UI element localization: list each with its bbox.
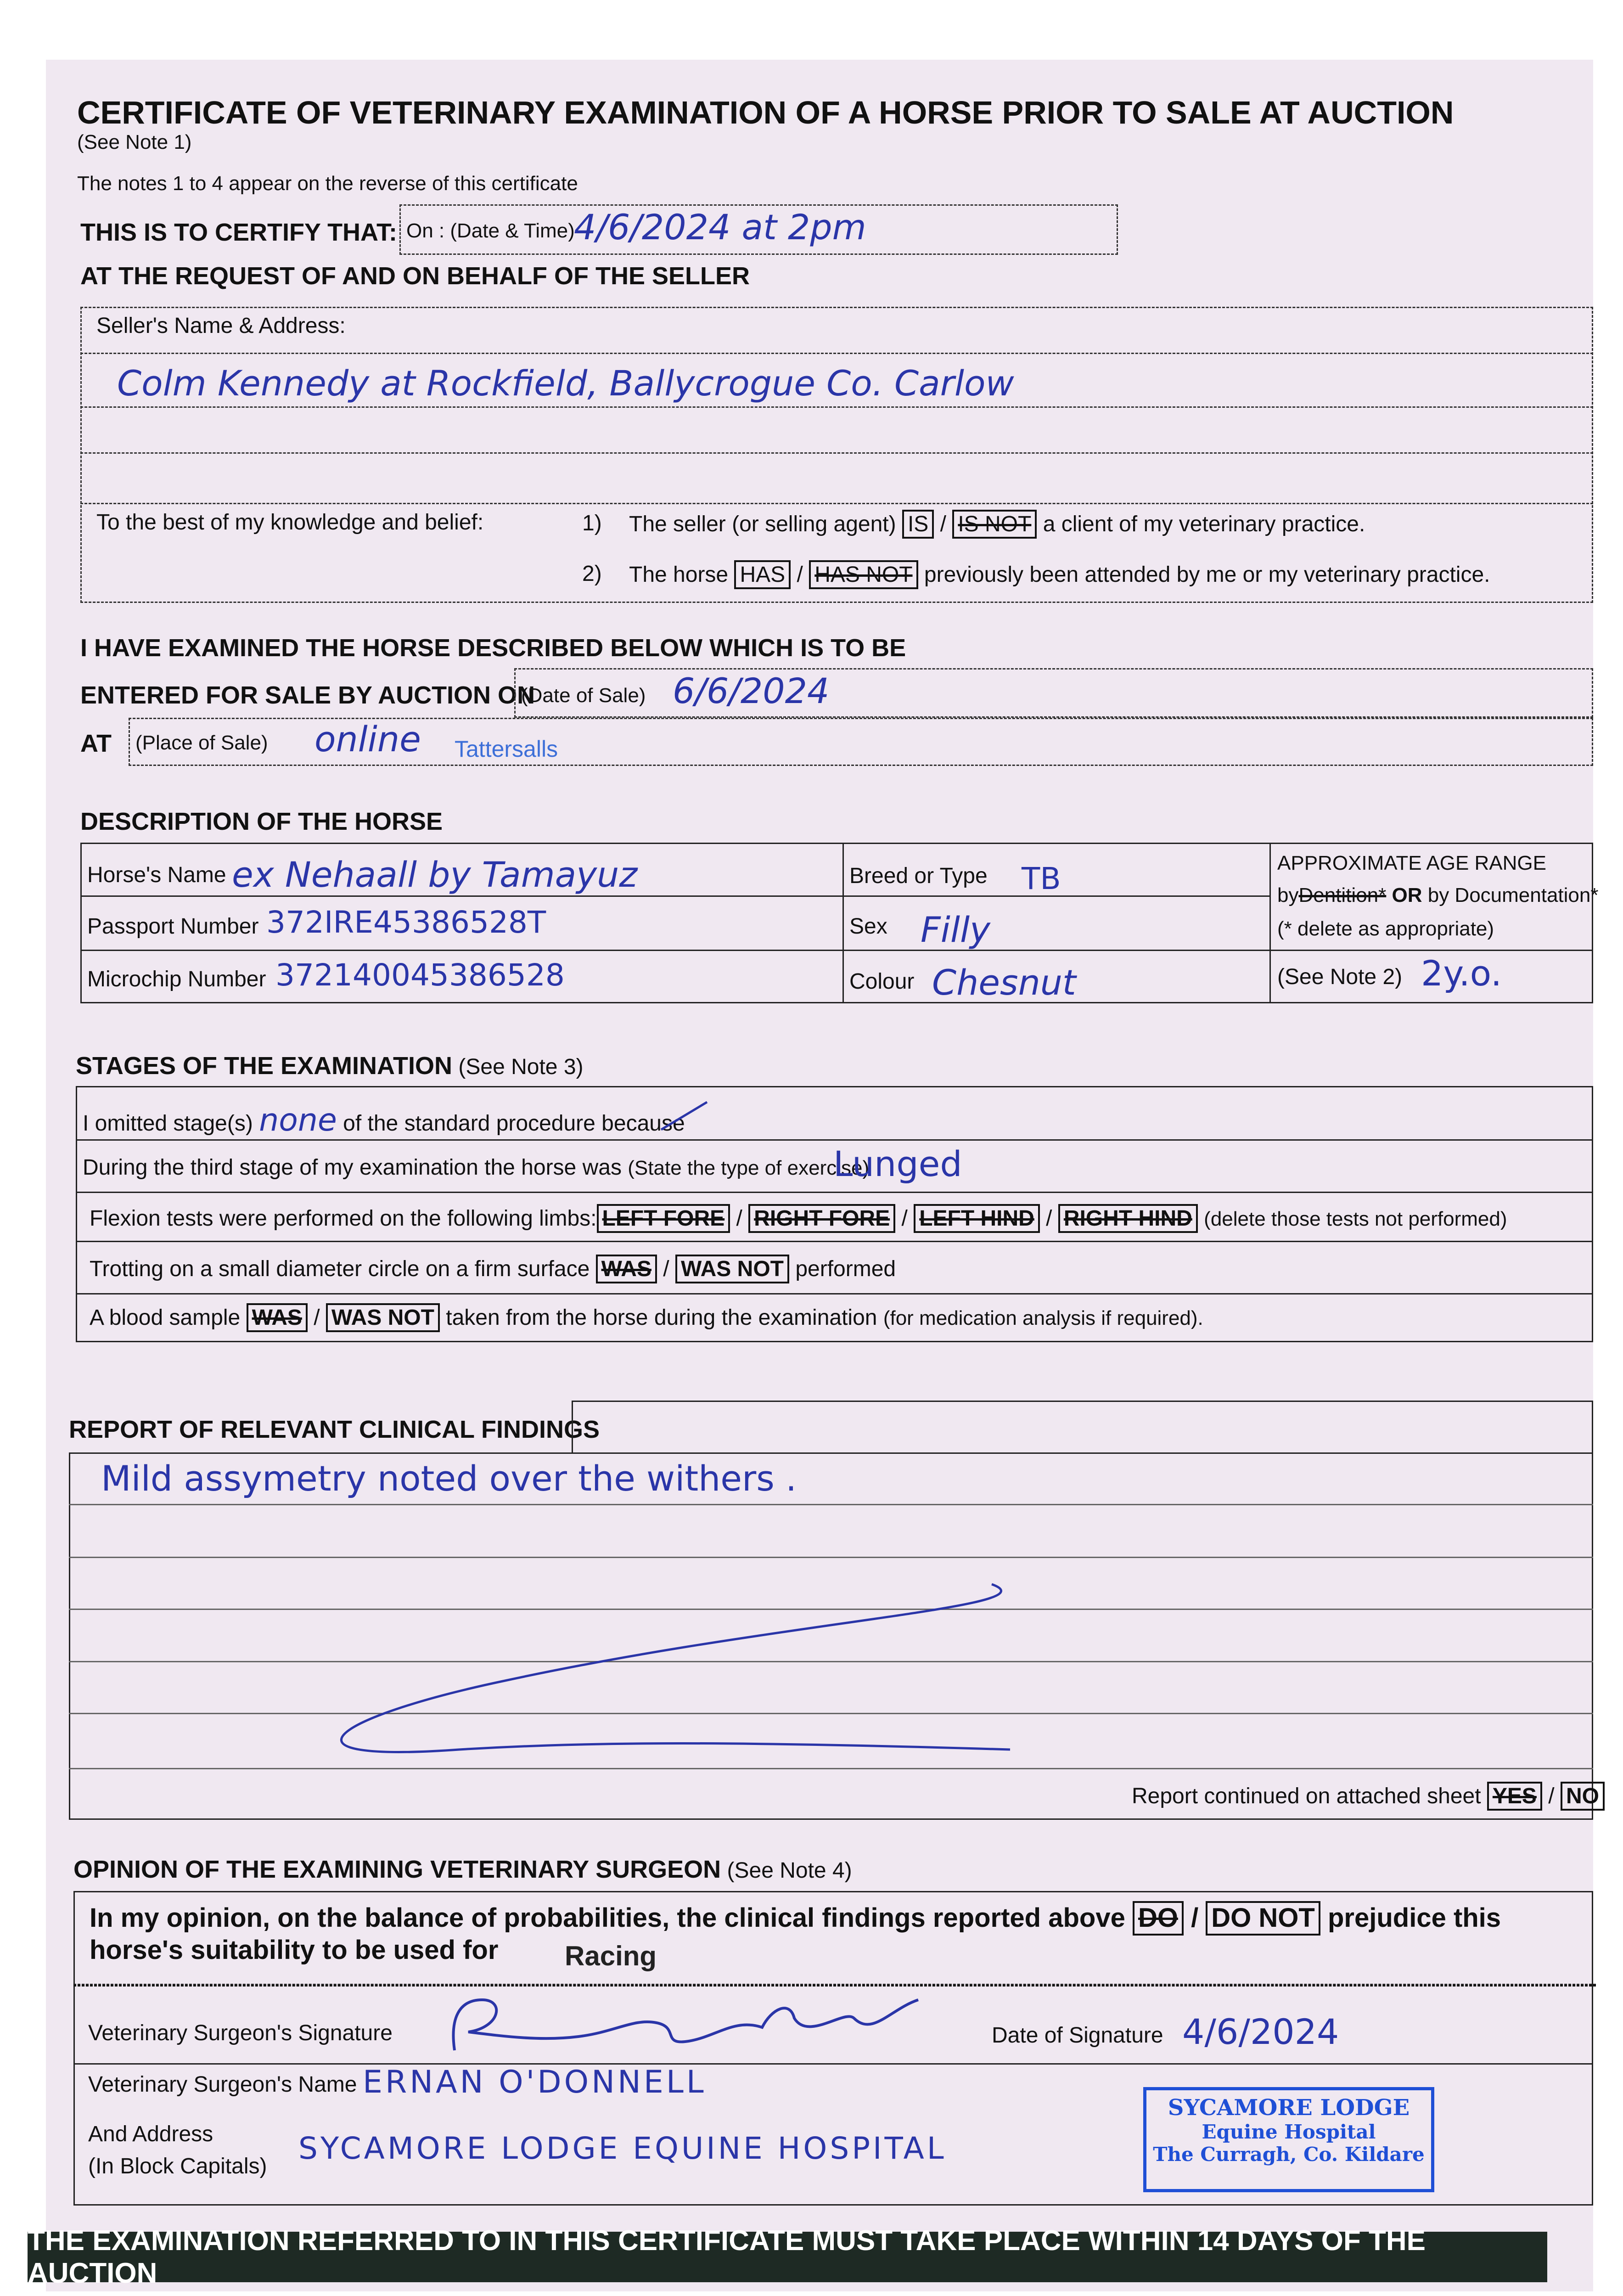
- third-stage-value[interactable]: Lunged: [833, 1143, 962, 1184]
- footer-banner: THE EXAMINATION REFERRED TO IN THIS CERTIFICATE MUST TAKE PLACE WITHIN 14 DAYS OF THE AUCTION: [28, 2232, 1547, 2282]
- left-hind-option[interactable]: LEFT HIND: [914, 1204, 1040, 1233]
- see-note-1: (See Note 1): [77, 131, 192, 153]
- seller-client-row: The seller (or selling agent) IS / IS NOT a client of my veterinary practice.: [629, 510, 1365, 539]
- blood-was-not-option[interactable]: WAS NOT: [326, 1303, 440, 1332]
- breed-label: Breed or Type: [849, 864, 988, 888]
- vet-name-label: Veterinary Surgeon's Name: [88, 2072, 357, 2097]
- at-label: AT: [80, 730, 112, 757]
- seller-label: Seller's Name & Address:: [96, 314, 346, 338]
- item1-num: 1): [582, 511, 602, 535]
- flexion-row: Flexion tests were performed on the following limbs: LEFT FORE / RIGHT FORE / LEFT HIND / RIGHT HIND (delete those tests not performed): [90, 1204, 1507, 1233]
- seller-line: [80, 406, 1593, 408]
- trot-was-not-option[interactable]: WAS NOT: [675, 1255, 789, 1283]
- age-method: byDentition* OR by Documentation*: [1277, 884, 1599, 906]
- sale-place-typed: Tattersalls: [455, 736, 558, 762]
- colour-value[interactable]: Chesnut: [932, 962, 1076, 1003]
- certify-label: THIS IS TO CERTIFY THAT:: [80, 219, 398, 246]
- sale-date-value: 6/6/2024: [673, 670, 830, 711]
- on-date-label: On : (Date & Time): [406, 219, 575, 242]
- report-cancel-stroke: [275, 1552, 1056, 1763]
- sex-value[interactable]: Filly: [921, 909, 991, 950]
- age-value[interactable]: 2y.o.: [1421, 953, 1502, 994]
- documentation-option[interactable]: by Documentation*: [1427, 884, 1599, 906]
- use-value[interactable]: Racing: [565, 1941, 657, 1971]
- stages-heading: STAGES OF THE EXAMINATION (See Note 3): [76, 1052, 584, 1080]
- omitted-value[interactable]: none: [259, 1102, 337, 1138]
- vet-address-value[interactable]: SYCAMORE LODGE EQUINE HOSPITAL: [298, 2131, 947, 2166]
- seller-value[interactable]: Colm Kennedy at Rockfield, Ballycrogue Co. Carlow: [117, 363, 1014, 404]
- omitted-row: I omitted stage(s) none of the standard procedure because: [83, 1102, 685, 1138]
- age-see-note: (See Note 2): [1277, 965, 1403, 989]
- certificate-title: CERTIFICATE OF VETERINARY EXAMINATION OF A HORSE PRIOR TO SALE AT AUCTION: [77, 95, 1454, 130]
- dentition-option[interactable]: Dentition*: [1298, 884, 1387, 906]
- horse-attended-row: The horse HAS / HAS NOT previously been attended by me or my veterinary practice.: [629, 560, 1490, 589]
- do-not-option[interactable]: DO NOT: [1206, 1901, 1320, 1936]
- third-stage-row: During the third stage of my examination the horse was (State the type of exercise): [83, 1155, 870, 1180]
- sex-label: Sex: [849, 914, 887, 939]
- breed-value[interactable]: TB: [1022, 861, 1061, 896]
- description-heading: DESCRIPTION OF THE HORSE: [80, 808, 443, 835]
- has-option[interactable]: HAS: [734, 560, 791, 589]
- microchip-value[interactable]: 372140045386528: [275, 957, 565, 993]
- passport-label: Passport Number: [87, 914, 259, 939]
- right-hind-option[interactable]: RIGHT HIND: [1058, 1204, 1198, 1233]
- examined-line1: I HAVE EXAMINED THE HORSE DESCRIBED BELOW WHICH IS TO BE: [80, 634, 906, 662]
- address-label-2: (In Block Capitals): [88, 2154, 267, 2178]
- sale-place-label: (Place of Sale): [135, 732, 268, 754]
- continued-yes-option[interactable]: YES: [1487, 1782, 1542, 1811]
- report-heading-box: [572, 1401, 1593, 1453]
- left-fore-option[interactable]: LEFT FORE: [597, 1204, 730, 1233]
- report-continued-row: Report continued on attached sheet YES / NO: [1132, 1782, 1605, 1811]
- has-not-option[interactable]: HAS NOT: [809, 560, 918, 589]
- passport-value[interactable]: 372IRE45386528T: [266, 905, 546, 940]
- age-delete-note: (* delete as appropriate): [1277, 917, 1494, 940]
- hospital-stamp: SYCAMORE LODGE Equine Hospital The Curragh, Co. Kildare: [1143, 2087, 1434, 2192]
- colour-label: Colour: [849, 969, 915, 994]
- notes-line: The notes 1 to 4 appear on the reverse of this certificate: [77, 172, 578, 195]
- vet-signature[interactable]: [441, 1991, 946, 2060]
- knowledge-label: To the best of my knowledge and belief:: [96, 510, 484, 535]
- address-label: And Address: [88, 2122, 213, 2146]
- report-line-1: Mild assymetry noted over the withers .: [101, 1458, 797, 1499]
- date-of-signature-value[interactable]: 4/6/2024: [1182, 2011, 1339, 2052]
- opinion-statement: In my opinion, on the balance of probabilities, the clinical findings reported above DO / DO NOT prejudice this: [90, 1901, 1501, 1936]
- horse-name-value[interactable]: ex Nehaall by Tamayuz: [232, 854, 638, 895]
- seller-divider: [80, 353, 1593, 354]
- signature-label: Veterinary Surgeon's Signature: [88, 2021, 393, 2045]
- opinion-statement-2: horse's suitability to be used for: [90, 1935, 499, 1965]
- trotting-row: Trotting on a small diameter circle on a firm surface WAS / WAS NOT performed: [90, 1255, 896, 1283]
- continued-no-option[interactable]: NO: [1561, 1782, 1605, 1811]
- sale-place-value: online: [314, 719, 421, 760]
- opinion-heading: OPINION OF THE EXAMINING VETERINARY SURGEON (See Note 4): [73, 1856, 852, 1883]
- blood-row: A blood sample WAS / WAS NOT taken from the horse during the examination (for medication analysis if required).: [90, 1303, 1203, 1332]
- examined-line2: ENTERED FOR SALE BY AUCTION ON: [80, 681, 535, 709]
- omit-reason-stroke: [657, 1097, 712, 1134]
- report-heading: REPORT OF RELEVANT CLINICAL FINDINGS: [69, 1416, 600, 1443]
- vet-name-value[interactable]: ERNAN O'DONNELL: [363, 2064, 707, 2100]
- seller-line: [80, 503, 1593, 504]
- seller-line: [80, 452, 1593, 454]
- microchip-label: Microchip Number: [87, 967, 266, 991]
- trot-was-option[interactable]: WAS: [596, 1255, 657, 1283]
- is-not-option[interactable]: IS NOT: [952, 510, 1037, 539]
- do-option[interactable]: DO: [1133, 1901, 1184, 1936]
- date-of-signature-label: Date of Signature: [992, 2023, 1163, 2048]
- blood-was-option[interactable]: WAS: [247, 1303, 308, 1332]
- item2-num: 2): [582, 562, 602, 586]
- on-date-value: 4/6/2024 at 2pm: [574, 207, 866, 248]
- right-fore-option[interactable]: RIGHT FORE: [748, 1204, 895, 1233]
- seller-box: [80, 307, 1593, 603]
- sale-date-label: (Date of Sale): [521, 684, 646, 707]
- horse-name-label: Horse's Name: [87, 863, 226, 887]
- is-option[interactable]: IS: [902, 510, 934, 539]
- request-label: AT THE REQUEST OF AND ON BEHALF OF THE SELLER: [80, 262, 750, 290]
- age-title: APPROXIMATE AGE RANGE: [1277, 852, 1546, 874]
